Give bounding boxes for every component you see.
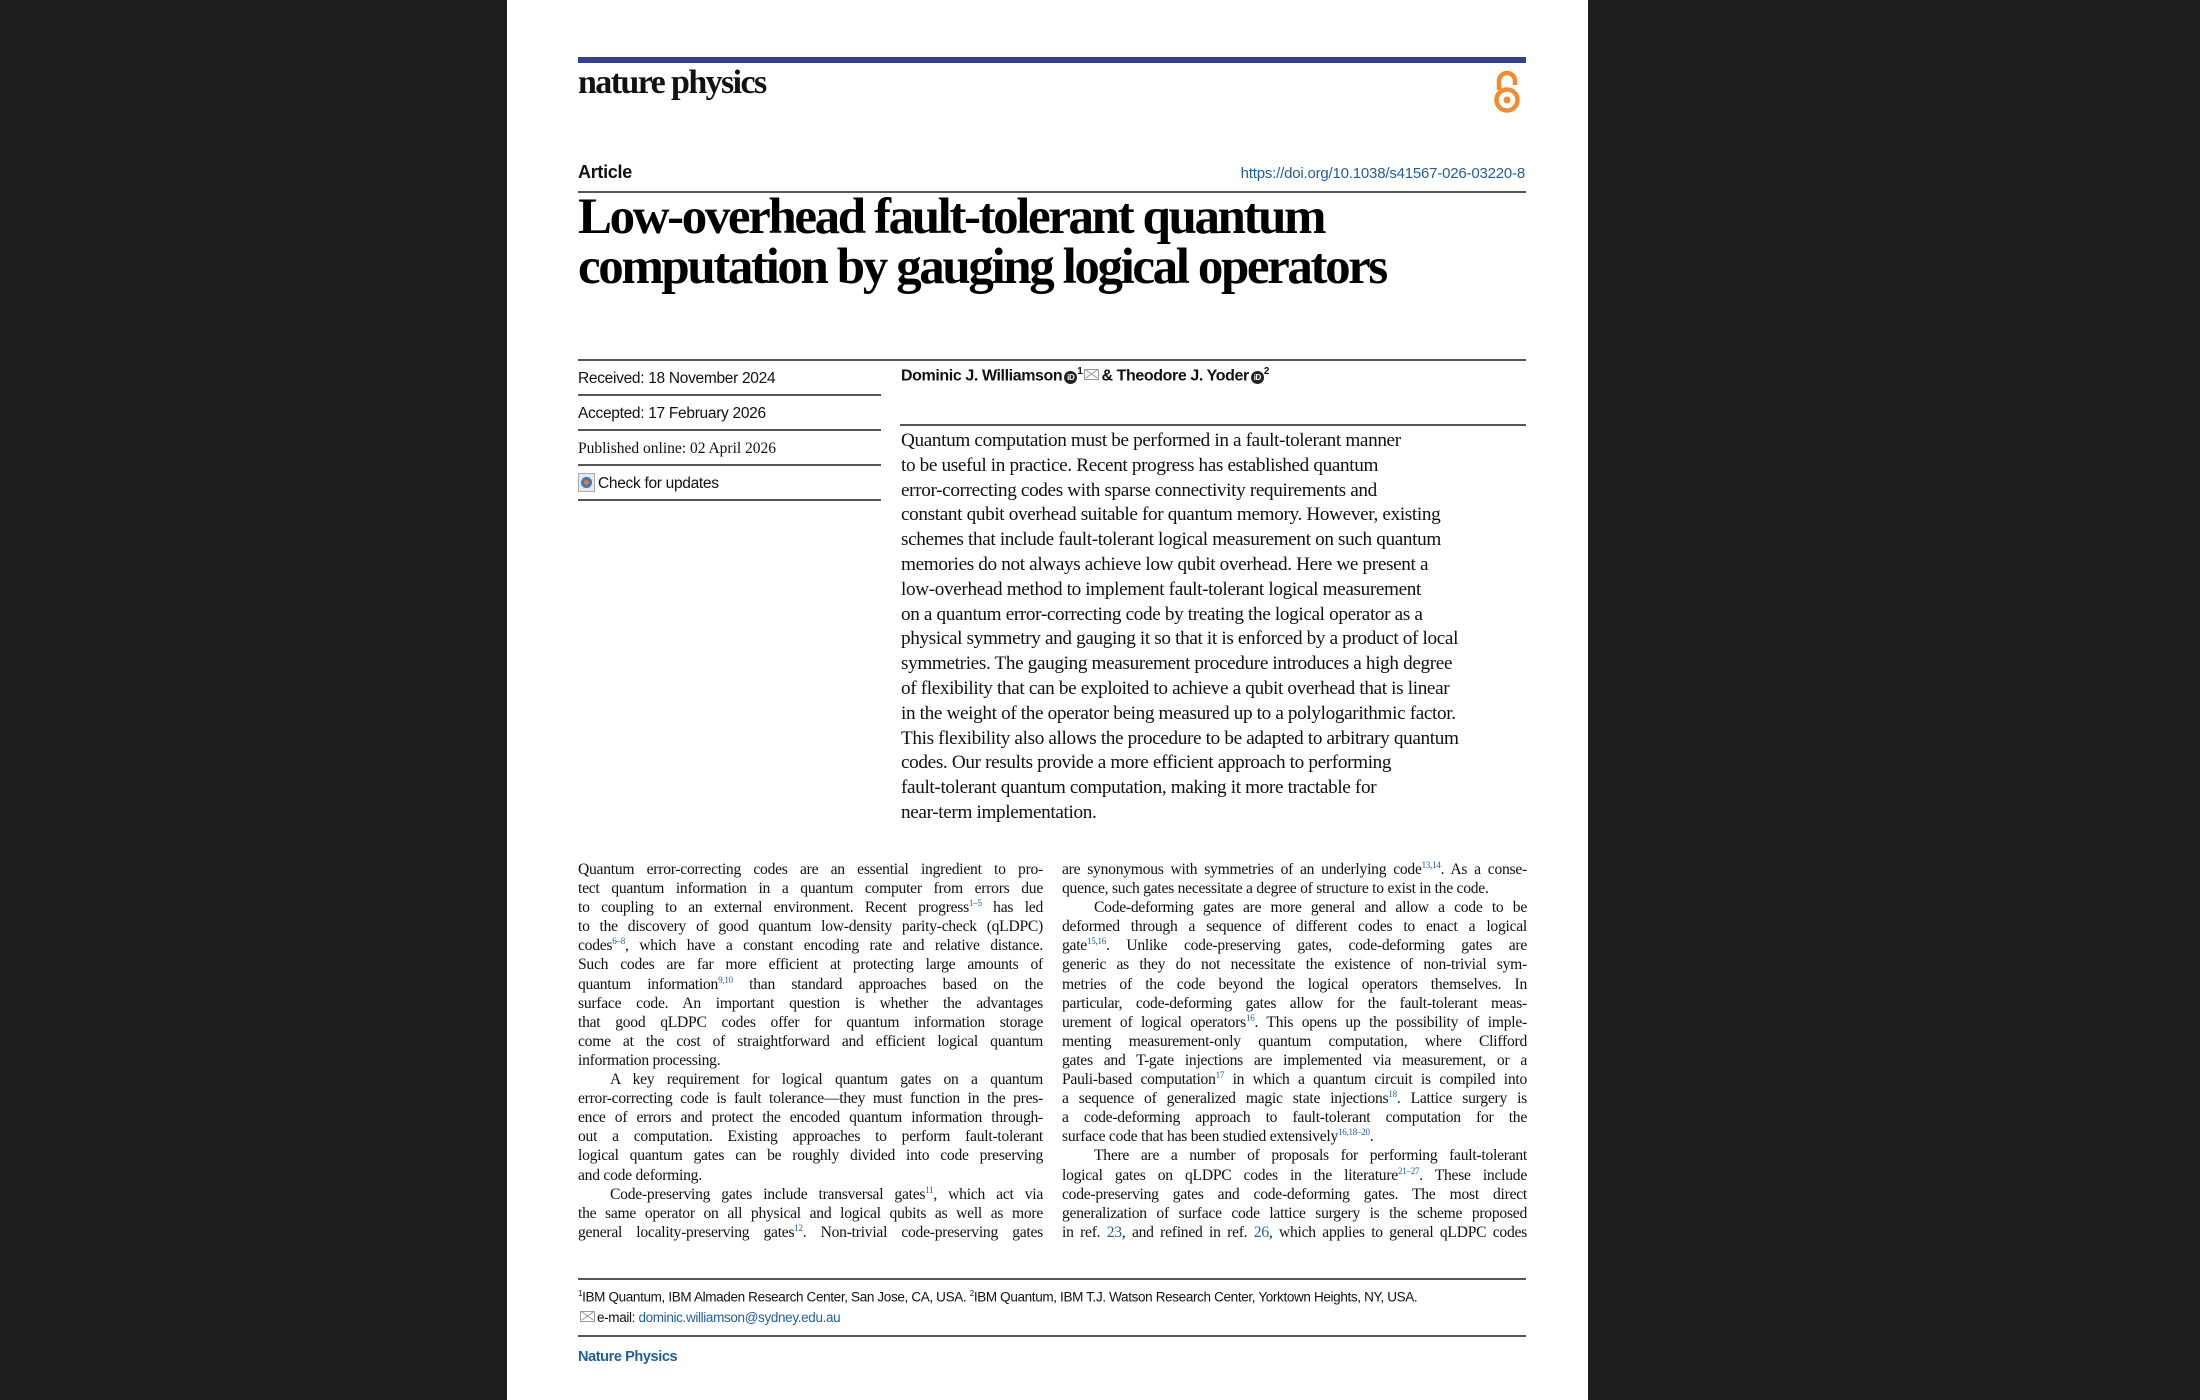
- abstract-line: fault-tolerant quantum computation, making it more tractable for: [901, 777, 1377, 799]
- email-link[interactable]: dominic.williamson@sydney.edu.au: [638, 1309, 841, 1325]
- citation-link[interactable]: 17: [1215, 1069, 1225, 1080]
- body-text-line: [578, 1204, 1043, 1223]
- text-run: gates and T-gate injections are implemented via measurement, or a: [1062, 1051, 1527, 1069]
- text-run: that good qLDPC codes offer for quantum information storage: [578, 1013, 1043, 1031]
- body-text-line: [578, 955, 1043, 974]
- text-run: Such codes are far more efficient at protecting large amounts of: [578, 956, 1043, 974]
- text-run: a code-deforming approach to fault-tolerant computation for the: [1062, 1109, 1527, 1127]
- body-text-line: [1062, 994, 1527, 1013]
- abstract-divider: [900, 424, 1526, 426]
- abstract-line: This flexibility also allows the procedure to be adapted to arbitrary quantum: [901, 727, 1459, 749]
- text-run: quantum information: [578, 975, 719, 993]
- citation-link[interactable]: 21–27: [1397, 1165, 1420, 1176]
- text-run: come at the cost of straightforward and efficient logical quantum: [578, 1032, 1043, 1050]
- abstract-line: low-overhead method to implement fault-tolerant logical measurement: [901, 578, 1422, 600]
- text-run: codes: [578, 937, 613, 955]
- affiliations: [578, 1284, 1417, 1328]
- check-updates-icon: [578, 473, 595, 492]
- reference-link[interactable]: 23: [1106, 1223, 1122, 1241]
- affiliation-number: 2: [969, 1289, 974, 1298]
- text-run: than standard approaches based on the: [732, 975, 1043, 993]
- text-run: . As a conse-: [1440, 861, 1527, 878]
- text-run: information processing.: [578, 1051, 721, 1069]
- title-line: computation by gauging logical operators: [578, 239, 1386, 295]
- body-text-line: [578, 1185, 1043, 1204]
- citation-link[interactable]: 15,16: [1086, 936, 1106, 947]
- text-run: out a computation. Existing approaches to perform fault-tolerant: [578, 1128, 1043, 1146]
- citation-link[interactable]: 9,10: [718, 974, 733, 985]
- text-run: tect quantum information in a quantum computer from errors due: [578, 880, 1043, 898]
- text-run: Quantum error-correcting codes are an essential ingredient to pro-: [578, 861, 1043, 878]
- text-run: quence, such gates necessitate a degree of structure to exist in the code.: [1062, 880, 1489, 898]
- text-run: and code deforming.: [578, 1166, 702, 1184]
- article-type-label: Article: [578, 162, 632, 182]
- footnote-divider: [578, 1278, 1526, 1280]
- text-run: gate: [1062, 937, 1087, 955]
- text-run: Code-preserving gates include transversal gates: [610, 1185, 926, 1203]
- orcid-icon[interactable]: iD: [1251, 371, 1264, 384]
- abstract-line: to be useful in practice. Recent progress has established quantum: [901, 454, 1379, 476]
- body-text-line: [1062, 898, 1527, 917]
- body-text-line: [578, 1146, 1043, 1165]
- text-run: metries of the code beyond the logical operators themselves. In: [1062, 975, 1527, 993]
- body-text-line: [1062, 860, 1527, 879]
- text-run: surface code. An important question is whether the advantages: [578, 994, 1043, 1012]
- abstract-line: in the weight of the operator being measured up to a polylogarithmic factor.: [901, 702, 1456, 724]
- text-run: . Lattice surgery is: [1396, 1090, 1527, 1108]
- text-run: menting measurement-only quantum computation, where Clifford: [1062, 1032, 1527, 1050]
- body-column-left: [578, 860, 1043, 1242]
- body-text-line: [578, 1013, 1043, 1032]
- body-text-line: [578, 1070, 1043, 1089]
- body-text-line: [1062, 1089, 1527, 1108]
- body-text-line: [578, 879, 1043, 898]
- body-text-line: [578, 1089, 1043, 1108]
- text-run: Pauli-based computation: [1062, 1071, 1216, 1089]
- text-run: generalization of surface code lattice surgery is the scheme proposed: [1062, 1204, 1527, 1222]
- text-run: generic as they do not necessitate the existence of non-trivial sym-: [1062, 956, 1527, 974]
- author-list: [901, 366, 1269, 385]
- text-run: Code-deforming gates are more general and allow a code to be: [1094, 899, 1527, 917]
- abstract-line: Quantum computation must be performed in a fault-tolerant manner: [901, 430, 1401, 451]
- affiliation-marker: 1: [1077, 366, 1083, 377]
- text-run: are synonymous with symmetries of an underlying code: [1062, 861, 1422, 878]
- body-text-line: [578, 975, 1043, 994]
- email-line: [578, 1308, 1417, 1328]
- abstract-line: on a quantum error-correcting code by treating the logical operator as a: [901, 603, 1423, 625]
- citation-link[interactable]: 16,18–20: [1338, 1127, 1370, 1138]
- text-run: has led: [981, 899, 1043, 917]
- citation-link[interactable]: 16: [1245, 1012, 1255, 1023]
- body-text-line: [578, 898, 1043, 917]
- affiliation-text: IBM Quantum, IBM T.J. Watson Research Center, Yorktown Heights, NY, USA.: [973, 1289, 1418, 1305]
- text-run: . These include: [1419, 1166, 1527, 1184]
- body-text-line: [1062, 1127, 1527, 1146]
- text-run: .: [1369, 1128, 1374, 1146]
- open-access-lock-icon: [1491, 68, 1523, 116]
- citation-link[interactable]: 11: [925, 1184, 934, 1195]
- author-separator: &: [1101, 367, 1113, 385]
- text-run: logical quantum gates can be roughly divided into code preserving: [578, 1147, 1043, 1165]
- body-text-line: [1062, 1070, 1527, 1089]
- abstract-line: symmetries. The gauging measurement procedure introduces a high degree: [901, 653, 1453, 675]
- body-text-line: [1062, 1185, 1527, 1204]
- received-date: Received: 18 November 2024: [578, 362, 881, 396]
- footer-journal-name[interactable]: Nature Physics: [578, 1349, 678, 1365]
- body-text-line: [578, 917, 1043, 936]
- body-text-line: [1062, 917, 1527, 936]
- text-run: , which act via: [933, 1185, 1044, 1203]
- body-text-line: [1062, 1013, 1527, 1032]
- text-run: logical gates on qLDPC codes in the literature: [1062, 1166, 1398, 1184]
- article-page: [507, 0, 1588, 1400]
- body-text-line: [1062, 955, 1527, 974]
- text-run: A key requirement for logical quantum gates on a quantum: [610, 1071, 1043, 1089]
- abstract-line: error-correcting codes with sparse connectivity requirements and: [901, 479, 1377, 501]
- citation-link[interactable]: 12: [794, 1222, 803, 1233]
- body-text-line: [1062, 1032, 1527, 1051]
- author-name[interactable]: Theodore J. Yoder: [1116, 367, 1249, 385]
- abstract: [901, 429, 1541, 826]
- email-icon: [580, 1311, 595, 1322]
- check-updates-label: Check for updates: [598, 475, 719, 492]
- doi-link[interactable]: https://doi.org/10.1038/s41567-026-03220-8: [1240, 165, 1525, 182]
- author-name[interactable]: Dominic J. Williamson: [901, 367, 1063, 385]
- published-date: Published online: 02 April 2026: [578, 432, 881, 466]
- body-text-line: [578, 1051, 1043, 1070]
- text-run: , and refined in ref.: [1121, 1223, 1254, 1241]
- text-run: ence of errors and protect the encoded quantum information through-: [578, 1109, 1043, 1127]
- citation-link[interactable]: 18: [1388, 1088, 1397, 1099]
- reference-link[interactable]: 26: [1253, 1223, 1269, 1241]
- title-line: Low-overhead fault-tolerant quantum: [578, 189, 1325, 245]
- text-run: general locality-preserving gates: [578, 1223, 795, 1241]
- text-run: . This opens up the possibility of imple-: [1254, 1013, 1527, 1031]
- abstract-line: schemes that include fault-tolerant logical measurement on such quantum: [901, 529, 1441, 551]
- affiliation-text: IBM Quantum, IBM Almaden Research Center, San Jose, CA, USA.: [582, 1289, 967, 1305]
- text-run: deformed through a sequence of different codes to enact a logical: [1062, 918, 1527, 936]
- body-text-line: [578, 860, 1043, 879]
- accepted-date: Accepted: 17 February 2026: [578, 397, 881, 431]
- email-icon[interactable]: [1084, 369, 1099, 380]
- body-text-line: [578, 1127, 1043, 1146]
- text-run: particular, code-deforming gates allow for the fault-tolerant meas-: [1062, 994, 1527, 1012]
- text-run: urement of logical operators: [1062, 1013, 1246, 1031]
- body-text-line: [578, 994, 1043, 1013]
- citation-link[interactable]: 13,14: [1421, 859, 1441, 870]
- abstract-line: near-term implementation.: [901, 801, 1097, 823]
- abstract-line: constant qubit overhead suitable for quantum memory. However, existing: [901, 504, 1441, 526]
- abstract-line: memories do not always achieve low qubit overhead. Here we present a: [901, 553, 1429, 575]
- body-text-line: [578, 1166, 1043, 1185]
- body-text-line: [578, 1032, 1043, 1051]
- text-run: in which a quantum circuit is compiled into: [1224, 1071, 1527, 1089]
- body-text-line: [1062, 975, 1527, 994]
- text-run: surface code that has been studied extensively: [1062, 1128, 1339, 1146]
- footer-divider: [578, 1335, 1526, 1337]
- text-run: , which have a constant encoding rate and relative distance.: [625, 937, 1043, 955]
- body-column-right: [1062, 860, 1527, 1242]
- abstract-line: physical symmetry and gauging it so that it is enforced by a product of local: [901, 628, 1459, 650]
- body-text-line: [1062, 1166, 1527, 1185]
- text-run: to coupling to an external environment. Recent progress: [578, 899, 969, 917]
- affiliation-number: 1: [578, 1289, 583, 1298]
- affiliation-marker: 2: [1263, 366, 1270, 377]
- journal-accent-bar: [578, 57, 1526, 63]
- affiliation-line: [578, 1284, 1417, 1308]
- body-text-line: [578, 1108, 1043, 1127]
- body-text-line: [1062, 879, 1527, 898]
- body-text-line: [1062, 1108, 1527, 1127]
- text-run: , which applies to general qLDPC codes: [1268, 1223, 1527, 1241]
- orcid-icon[interactable]: iD: [1064, 371, 1077, 384]
- body-text-line: [1062, 1051, 1527, 1070]
- citation-link[interactable]: 6–8: [612, 936, 626, 947]
- body-text-line: [578, 936, 1043, 955]
- meta-top-divider: [578, 359, 1526, 361]
- email-label: e-mail:: [597, 1309, 639, 1325]
- body-text-line: [1062, 936, 1527, 955]
- text-run: code-preserving gates and code-deforming gates. The most direct: [1062, 1185, 1527, 1203]
- abstract-line: of flexibility that can be exploited to achieve a qubit overhead that is linear: [901, 677, 1450, 699]
- body-text-line: [578, 1223, 1043, 1242]
- check-for-updates-button[interactable]: [578, 467, 881, 501]
- body-text-line: [1062, 1146, 1527, 1165]
- text-run: a sequence of generalized magic state injections: [1062, 1090, 1389, 1108]
- citation-link[interactable]: 1–5: [968, 898, 982, 908]
- text-run: error-correcting code is fault tolerance—they must function in the pres-: [578, 1090, 1043, 1108]
- text-run: to the discovery of good quantum low-density parity-check (qLDPC): [578, 918, 1043, 936]
- article-title: [578, 189, 1538, 295]
- abstract-line: codes. Our results provide a more efficient approach to performing: [901, 752, 1392, 774]
- text-run: in ref.: [1062, 1223, 1107, 1241]
- text-run: . Unlike code-preserving gates, code-deforming gates are: [1105, 937, 1527, 955]
- body-text-line: [1062, 1223, 1527, 1242]
- body-text-line: [1062, 1204, 1527, 1223]
- text-run: the same operator on all physical and logical qubits as well as more: [578, 1204, 1043, 1222]
- text-run: . Non-trivial code-preserving gates: [802, 1223, 1043, 1241]
- journal-logo: nature physics: [578, 64, 766, 101]
- text-run: There are a number of proposals for performing fault-tolerant: [1094, 1147, 1527, 1165]
